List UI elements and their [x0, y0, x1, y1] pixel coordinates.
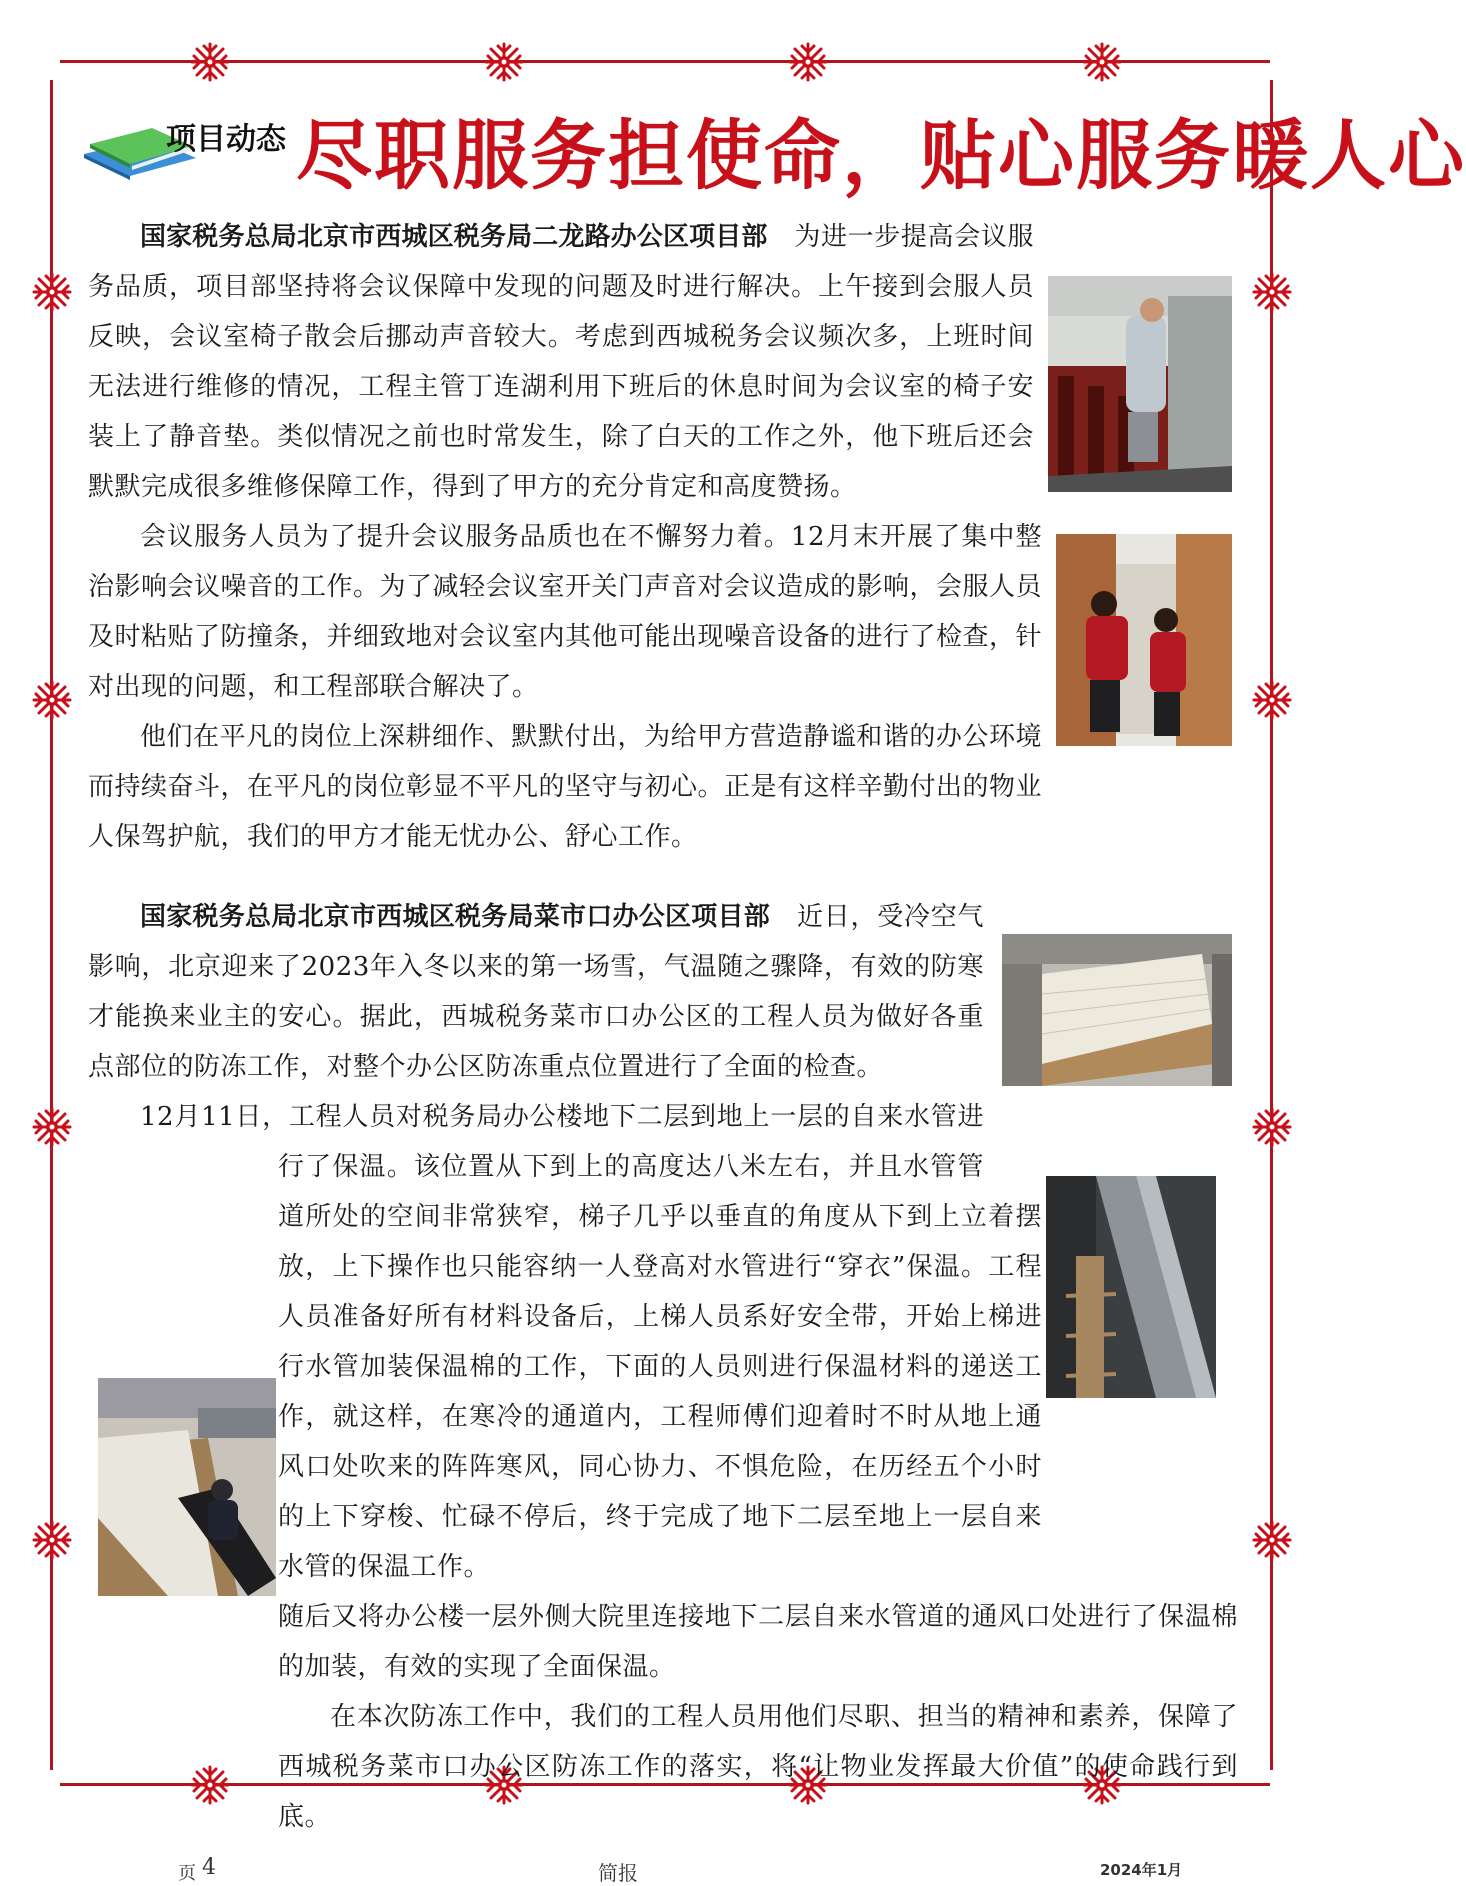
article-2-paragraph: 12月11日，工程人员对税务局办公楼地下二层到地上一层的自来水管进行了保温。该位置从下到上的高度达八米左右，并且水管管道所处的空间非常狭窄，梯子几乎以垂直的角度从下到上立着摆放，上下操作也只能容纳一人登高对水管进行“穿衣”保温。工程人员准备好所有材料设备后，上梯人员系好安全带，开始上梯进行水管加装保温棉的工作，下面的人员则进行保温材料的递送工作，就这样，在寒冷的通道内，工程师傅们迎着时不时从地上通风口处吹来的阵阵寒风，同心协力、不惧危险，在历经五个小时的上下穿梭、忙碌不停后，终于完成了地下二层至地上一层自来水管的保温工作。: [140, 1102, 1042, 1582]
page-title: 尽职服务担使命，贴心服务暖人心: [296, 111, 1466, 200]
article-1-lead: 国家税务总局北京市西城区税务局二龙路办公区项目部: [140, 222, 768, 252]
footer-publication: 简报: [598, 1861, 638, 1885]
article-1-text: 为进一步提高会议服务品质，项目部坚持将会议保障中发现的问题及时进行解决。上午接到会服人员反映，会议室椅子散会后挪动声音较大。考虑到西城税务会议频次多，上班时间无法进行维修的情况，工程主管丁连湖利用下班后的休息时间为会议室的椅子安装上了静音垫。类似情况之前也时常发生，除了白天的工作之外，他下班后还会默默完成很多维修保障工作，得到了甲方的充分肯定和高度赞扬。: [88, 222, 1034, 502]
snowflake-icon: [32, 1520, 72, 1560]
article-1-paragraph: 他们在平凡的岗位上深耕细作、默默付出，为给甲方营造静谧和谐的办公环境而持续奋斗，在平凡的岗位彰显不平凡的坚守与初心。正是有这样辛勤付出的物业人保驾护航，我们的甲方才能无忧办公、舒心工作。: [88, 722, 1043, 852]
photo-vent-insulation-work: [98, 1378, 276, 1596]
article-2-paragraph: 在本次防冻工作中，我们的工程人员用他们尽职、担当的精神和素养，保障了西城税务菜市口办公区防冻工作的落实，将“让物业发挥最大价值”的使命践行到底。: [278, 1702, 1238, 1832]
photo-door-bumper-strip: [1056, 534, 1232, 746]
snowflake-icon: [1252, 272, 1292, 312]
article-1-paragraph: 会议服务人员为了提升会议服务品质也在不懈努力着。12月末开展了集中整治影响会议噪音的工作。为了减轻会议室开关门声音对会议造成的影响，会服人员及时粘贴了防撞条，并细致地对会议室内其他可能出现噪音设备的进行了检查，针对出现的问题，和工程部联合解决了。: [88, 522, 1043, 702]
footer-date: 2024年1月: [1100, 1861, 1183, 1879]
article-2-lead: 国家税务总局北京市西城区税务局菜市口办公区项目部: [140, 902, 770, 932]
photo-insulated-water-pipes: [1002, 934, 1232, 1086]
snowflake-icon: [1252, 680, 1292, 720]
footer-page-label: 页: [178, 1863, 196, 1884]
snowflake-icon: [32, 1107, 72, 1147]
frame-left-line: [50, 80, 53, 1770]
snowflake-icon: [190, 42, 230, 82]
snowflake-icon: [1252, 1520, 1292, 1560]
frame-right-line: [1270, 80, 1273, 1770]
snowflake-icon: [32, 680, 72, 720]
photo-meeting-room-chair-repair: [1048, 276, 1232, 492]
photo-pipe-shaft-ladder: [1046, 1176, 1216, 1398]
snowflake-icon: [484, 42, 524, 82]
snowflake-icon: [788, 42, 828, 82]
snowflake-icon: [1082, 42, 1122, 82]
article-2-text: 近日，受冷空气影响，北京迎来了2023年入冬以来的第一场雪，气温随之骤降，有效的防寒才能换来业主的安心。据此，西城税务菜市口办公区的工程人员为做好各重点部位的防冻工作，对整个办公区防冻重点位置进行了全面的检查。: [88, 902, 984, 1082]
snowflake-icon: [1252, 1107, 1292, 1147]
snowflake-icon: [32, 272, 72, 312]
article-2-paragraph: 随后又将办公楼一层外侧大院里连接地下二层自来水管道的通风口处进行了保温棉的加装，有效的实现了全面保温。: [278, 1602, 1238, 1682]
section-label: 项目动态: [166, 122, 286, 157]
footer-page-number: 4: [202, 1855, 216, 1880]
